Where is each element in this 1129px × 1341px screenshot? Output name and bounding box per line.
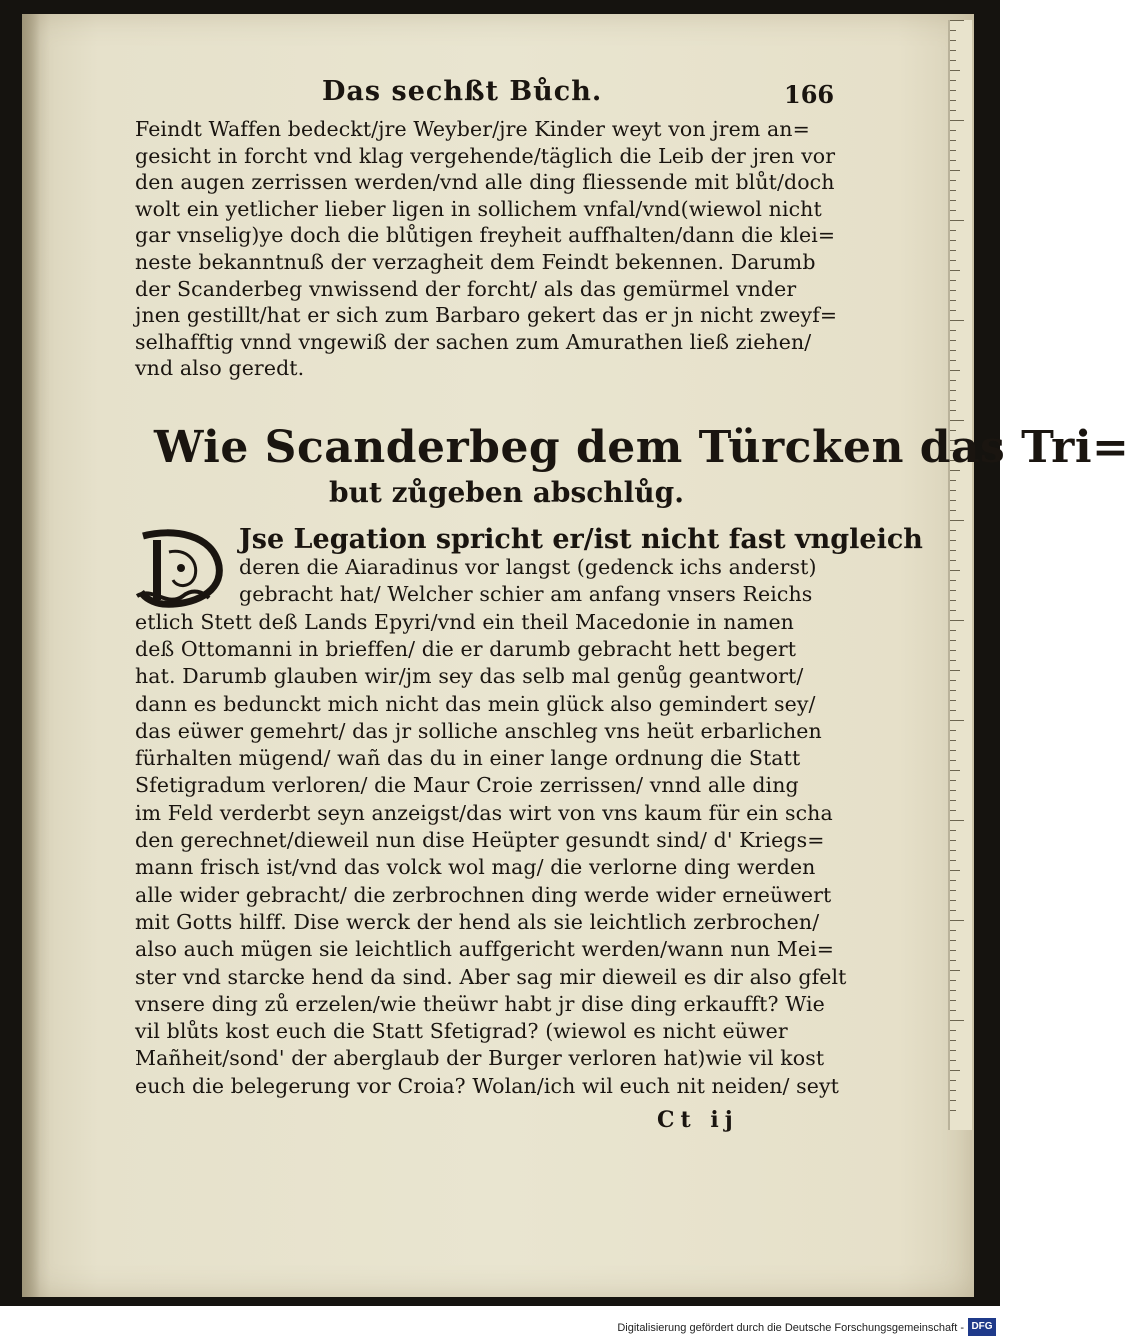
ruler-tick (950, 940, 956, 941)
body-line-bottom: im Feld verderbt seyn anzeigst/das wirt von vns kaum für ein scha (135, 800, 833, 825)
ruler-tick (950, 750, 956, 751)
body-line-bottom: also auch mügen sie leichtlich auffgericht werden/wann nun Mei= (135, 937, 835, 962)
ruler-tick (950, 260, 956, 261)
ruler-tick (950, 180, 956, 181)
ruler-tick (950, 210, 956, 211)
ruler-tick (950, 400, 956, 401)
body-line-bottom: ster vnd starcke hend da sind. Aber sag mir dieweil es dir also gfelt (135, 964, 847, 989)
ruler-tick (950, 20, 964, 21)
ruler-tick (950, 170, 960, 171)
section-heading-line-2: but zůgeben abschlůg. (329, 476, 684, 509)
dfg-logo-icon: DFG (968, 1318, 996, 1336)
ruler-tick (950, 250, 956, 251)
ruler-tick (950, 890, 956, 891)
ruler-tick (950, 820, 964, 821)
ruler-tick (950, 1000, 956, 1001)
ruler-tick (950, 690, 956, 691)
body-line-top: selhafftig vnnd vngewiß der sachen zum Amurathen ließ ziehen/ (135, 329, 812, 354)
ruler-tick (950, 1060, 956, 1061)
body-line-bottom: deren die Aiaradinus vor langst (gedenck ichs anderst) (239, 555, 817, 579)
ruler-tick (950, 1090, 956, 1091)
ruler-tick (950, 810, 956, 811)
body-line-top: gar vnselig)ye doch die blůtigen freyheit auffhalten/dann die klei= (135, 223, 836, 248)
body-line-bottom: euch die belegerung vor Croia? Wolan/ich wil euch nit neiden/ seyt (135, 1073, 839, 1098)
ruler-tick (950, 980, 956, 981)
body-line-bottom: Mañheit/sond' der aberglaub der Burger verloren hat)wie vil kost (135, 1046, 825, 1071)
ruler-tick (950, 740, 956, 741)
footer-bar (0, 1306, 1000, 1341)
body-line-bottom: etlich Stett deß Lands Epyri/vnd ein theil Macedonie in namen (135, 609, 794, 634)
ruler-tick (950, 130, 956, 131)
ruler-tick (950, 300, 956, 301)
ruler-tick (950, 160, 956, 161)
ruler-tick (950, 670, 960, 671)
body-line-top: vnd also geredt. (135, 356, 305, 381)
ruler-tick (950, 190, 956, 191)
body-line-top: jnen gestillt/hat er sich zum Barbaro gekert das er jn nicht zweyf= (135, 303, 838, 328)
ruler-tick (950, 780, 956, 781)
ruler-tick (950, 480, 956, 481)
ruler-tick (950, 200, 956, 201)
body-line-bottom: mit Gotts hilff. Dise werck der hend als sie leichtlich zerbrochen/ (135, 909, 820, 934)
book-page (22, 14, 1129, 1297)
ruler-tick (950, 1100, 956, 1101)
body-line-bottom: Sfetigradum verloren/ die Maur Croie zerrissen/ vnnd alle ding (135, 773, 799, 798)
ruler-tick (950, 60, 956, 61)
ruler-tick (950, 380, 956, 381)
ruler-tick (950, 970, 960, 971)
ruler-tick (950, 1070, 960, 1071)
ruler-tick (950, 40, 956, 41)
ruler-tick (950, 1110, 956, 1111)
ruler-tick (950, 320, 964, 321)
ruler-tick (950, 710, 956, 711)
body-line-bottom: vnsere ding zů erzelen/wie theüwr habt jr dise ding erkaufft? Wie (135, 991, 825, 1016)
body-line-top: gesicht in forcht vnd klag vergehende/täglich die Leib der jren vor (135, 143, 836, 168)
ruler-tick (950, 360, 956, 361)
ruler-tick (950, 270, 960, 271)
ruler-tick (950, 600, 956, 601)
ruler-tick (950, 1010, 956, 1011)
ruler-tick (950, 860, 956, 861)
ruler-tick (950, 70, 960, 71)
scan-ruler (948, 20, 972, 1130)
ruler-tick (950, 700, 956, 701)
ruler-tick (950, 870, 960, 871)
body-line-top: Feindt Waffen bedeckt/jre Weyber/jre Kinder weyt von jrem an= (135, 117, 810, 141)
ruler-tick (950, 220, 964, 221)
ruler-tick (950, 150, 956, 151)
body-line-top: der Scanderbeg vnwissend der forcht/ als das gemürmel vnder (135, 276, 797, 301)
ruler-tick (950, 1040, 956, 1041)
ruler-tick (950, 280, 956, 281)
body-line-bottom: das eüwer gemehrt/ das jr solliche anschleg vns heüt erbarlichen (135, 718, 822, 743)
ruler-tick (950, 550, 956, 551)
ruler-tick (950, 80, 956, 81)
body-line-bottom: vil blůts kost euch die Statt Sfetigrad? (wiewol es nicht eüwer (135, 1019, 788, 1044)
body-line-top: wolt ein yetlicher lieber ligen in sollichem vnfal/vnd(wiewol nicht (135, 196, 822, 221)
ruler-tick (950, 730, 956, 731)
first-line-after-initial: Jse Legation spricht er/ist nicht fast vngleich (239, 524, 923, 555)
ruler-tick (950, 330, 956, 331)
ruler-tick (950, 230, 956, 231)
ruler-tick (950, 630, 956, 631)
ruler-tick (950, 920, 964, 921)
folio-number: 166 (784, 80, 835, 109)
ruler-tick (950, 680, 956, 681)
ruler-tick (950, 500, 956, 501)
ruler-tick (950, 410, 956, 411)
ruler-tick (950, 950, 956, 951)
ruler-tick (950, 510, 956, 511)
body-line-bottom: dann es bedunckt mich nicht das mein glück also gemindert sey/ (135, 691, 816, 716)
body-line-top: den augen zerrissen werden/vnd alle ding fliessende mit blůt/doch (135, 170, 835, 195)
ruler-tick (950, 990, 956, 991)
body-line-bottom: deß Ottomanni in brieffen/ die er darumb gebracht hett begert (135, 636, 797, 661)
ruler-tick (950, 420, 964, 421)
ruler-tick (950, 850, 956, 851)
page-gutter-shadow (22, 14, 40, 1297)
body-line-bottom: den gerechnet/dieweil nun dise Heüpter gesundt sind/ d' Kriegs= (135, 828, 825, 852)
ruler-tick (950, 540, 956, 541)
ruler-tick (950, 790, 956, 791)
body-line-bottom: mann frisch ist/vnd das volck wol mag/ die verlorne ding werden (135, 855, 816, 880)
ruler-tick (950, 340, 956, 341)
ruler-tick (950, 120, 964, 121)
ruler-tick (950, 1050, 956, 1051)
ruler-tick (950, 390, 956, 391)
ruler-tick (950, 930, 956, 931)
running-title: Das sechßt Bůch. (322, 76, 603, 107)
ruler-tick (950, 1020, 964, 1021)
ruler-tick (950, 290, 956, 291)
body-line-bottom: hat. Darumb glauben wir/jm sey das selb mal genůg geantwort/ (135, 664, 804, 689)
ruler-tick (950, 530, 956, 531)
ruler-tick (950, 90, 956, 91)
ruler-tick (950, 1080, 956, 1081)
ruler-tick (950, 620, 964, 621)
ruler-tick (950, 760, 956, 761)
ruler-tick (950, 370, 960, 371)
body-line-bottom: alle wider gebracht/ die zerbrochnen ding werde wider erneüwert (135, 882, 832, 907)
ruler-tick (950, 840, 956, 841)
ruler-tick (950, 240, 956, 241)
signature-mark: Ct ij (657, 1107, 739, 1133)
funding-credit: Digitalisierung gefördert durch die Deutsche Forschungsgemeinschaft - (617, 1322, 964, 1334)
ruler-tick (950, 570, 960, 571)
ruler-tick (950, 580, 956, 581)
ruler-tick (950, 910, 956, 911)
ruler-tick (950, 350, 956, 351)
ruler-tick (950, 880, 956, 881)
ruler-tick (950, 640, 956, 641)
body-line-bottom: gebracht hat/ Welcher schier am anfang vnsers Reichs (239, 582, 813, 607)
ruler-tick (950, 720, 964, 721)
ruler-tick (950, 30, 956, 31)
ruler-tick (950, 310, 956, 311)
ruler-tick (950, 960, 956, 961)
ruler-tick (950, 660, 956, 661)
body-line-bottom: fürhalten mügend/ wañ das du in einer lange ordnung die Statt (135, 746, 801, 771)
ruler-tick (950, 770, 960, 771)
ruler-tick (950, 610, 956, 611)
body-line-top: neste bekanntnuß der verzagheit dem Feindt bekennen. Darumb (135, 250, 816, 274)
ruler-tick (950, 560, 956, 561)
ruler-tick (950, 650, 956, 651)
ruler-tick (950, 100, 956, 101)
ruler-tick (950, 520, 964, 521)
ruler-tick (950, 900, 956, 901)
ruler-tick (950, 1030, 956, 1031)
ruler-tick (950, 830, 956, 831)
ruler-tick (950, 110, 956, 111)
ruler-tick (950, 50, 956, 51)
decorated-initial-d-icon (133, 526, 227, 610)
ruler-tick (950, 490, 956, 491)
section-heading-line-1: Wie Scanderbeg dem Türcken das Tri= (154, 422, 1129, 473)
ruler-tick (950, 590, 956, 591)
ruler-tick (950, 800, 956, 801)
ruler-tick (950, 140, 956, 141)
